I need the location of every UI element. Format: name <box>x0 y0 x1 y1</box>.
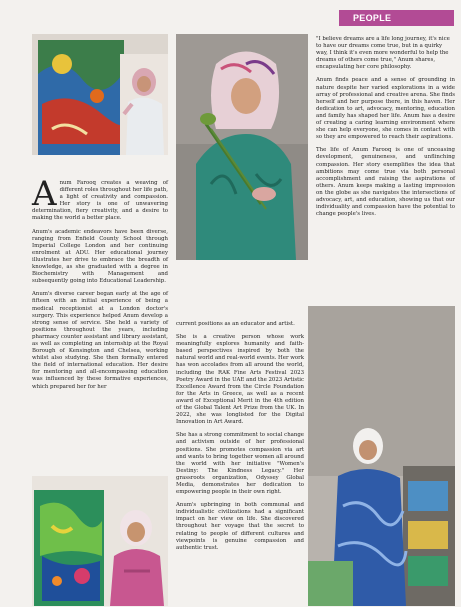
artist-painting-photo <box>32 34 168 155</box>
artist-with-painting-photo <box>32 476 168 606</box>
quote-paragraph: "I believe dreams are a life long journey, it's nice to have our dreams come true, but in a quirky way, I think it's even more wonderful to help the dreams of others come true," Anum shares, encapsulating her core philosophy. <box>316 36 450 71</box>
conclusion-paragraph: The life of Anum Farooq is one of unceasing development, genuineness, and unflinching compassion. Her story exemplifies the idea that ambitions may come true via both personal accomplishment and raising the aspirations of others. Anum keeps making a lasting impression on the globe as she navigates the intersections of advocacy, art, and education, showing us that our individuality and compassion have the potential to change people's lives. <box>316 147 455 218</box>
continuation-paragraph: current positions as an educator and artist. <box>176 321 295 327</box>
article-right-column <box>316 36 455 224</box>
drop-cap: A <box>32 174 57 214</box>
upbringing-paragraph: Anum's upbringing in both communal and individualistic civilizations had a significant impact on her view on life. She discovered throughout her voyage that the secret to relating to people of different cultures and viewpoints is genuine compassion and authentic trust. <box>176 502 304 551</box>
artist-paragraph: She is a creative person whose work meaningfully explores humanity and faith-based perspectives inspired by both the natural world and real-world events. Her work has won accolades from all around the world, including the RAK Fine Arts Festival 2023 Poetry Award in the UAE and the 2023 Artistic Excellence Award from the Circle Foundation for the Arts in Greece, as well as a recent award of Exceptional Merit in the 4th edition of the Global Talent Art Prize from the UK. In 2022, she was longlisted for the Digital Innovation in Art Award. <box>176 334 304 426</box>
social-paragraph: She has a strong commitment to social change and activism outside of her professional positions. She promotes compassion via art and wants to bring together women all around the world with her initiative "Women's Destiny: The Kindness Legacy." Her grassroots organization, Odyssey Global Media, demonstrates her dedication to empowering people in their own right. <box>176 432 304 496</box>
intro-text: num Farooq creates a weaving of different roles throughout her life path, a light of creativity and compassion. Her story is one of unwavering determination, fiery creativity, and a desire to making the world a better place. <box>32 180 168 222</box>
article-left-column <box>32 174 168 397</box>
article-middle-column <box>176 321 304 558</box>
academic-paragraph: Anum's academic endeavors have been diverse, ranging from Enfield County School through Imperial College London and her continuing enrolment at ADU. Her educational journey illustrates her drive to embrace the breadth of knowledge, as she graduated with a degree in Biochemistry with Management and subsequently going into Educational Leadership. <box>32 228 168 285</box>
section-label: PEOPLE <box>339 10 454 26</box>
career-paragraph: Anum's diverse career began early at the age of fifteen with an initial experience of being a medical receptionist at a London doctor's surgery. This experience helped Anum develop a strong sense of service. She held a variety of positions throughout the years, including pharmacy counter assistant and library assistant, as well as completing an internship at the Royal Borough of Kensington and Chelsea, working whilst also studying. She then formally entered the field of international education. Her desire for mentoring and all-encompassing education was influenced by these formative experiences, which prepared her for her <box>32 291 168 390</box>
artist-with-flowers-photo <box>176 34 308 260</box>
artist-with-canvases-photo <box>308 306 455 606</box>
intro-paragraph <box>32 174 168 223</box>
peace-paragraph: Anum finds peace and a sense of grounding in nature despite her varied explorations in a wide array of professional and creative arena. She finds herself and her purpose there, in this haven. Her dedication to art, advocacy, mentoring, education and family has shaped her life. Anum has a desire of creating a caring learning environment where she can help everyone, she comes in contact with so they are empowered to reach their aspirations. <box>316 77 455 141</box>
